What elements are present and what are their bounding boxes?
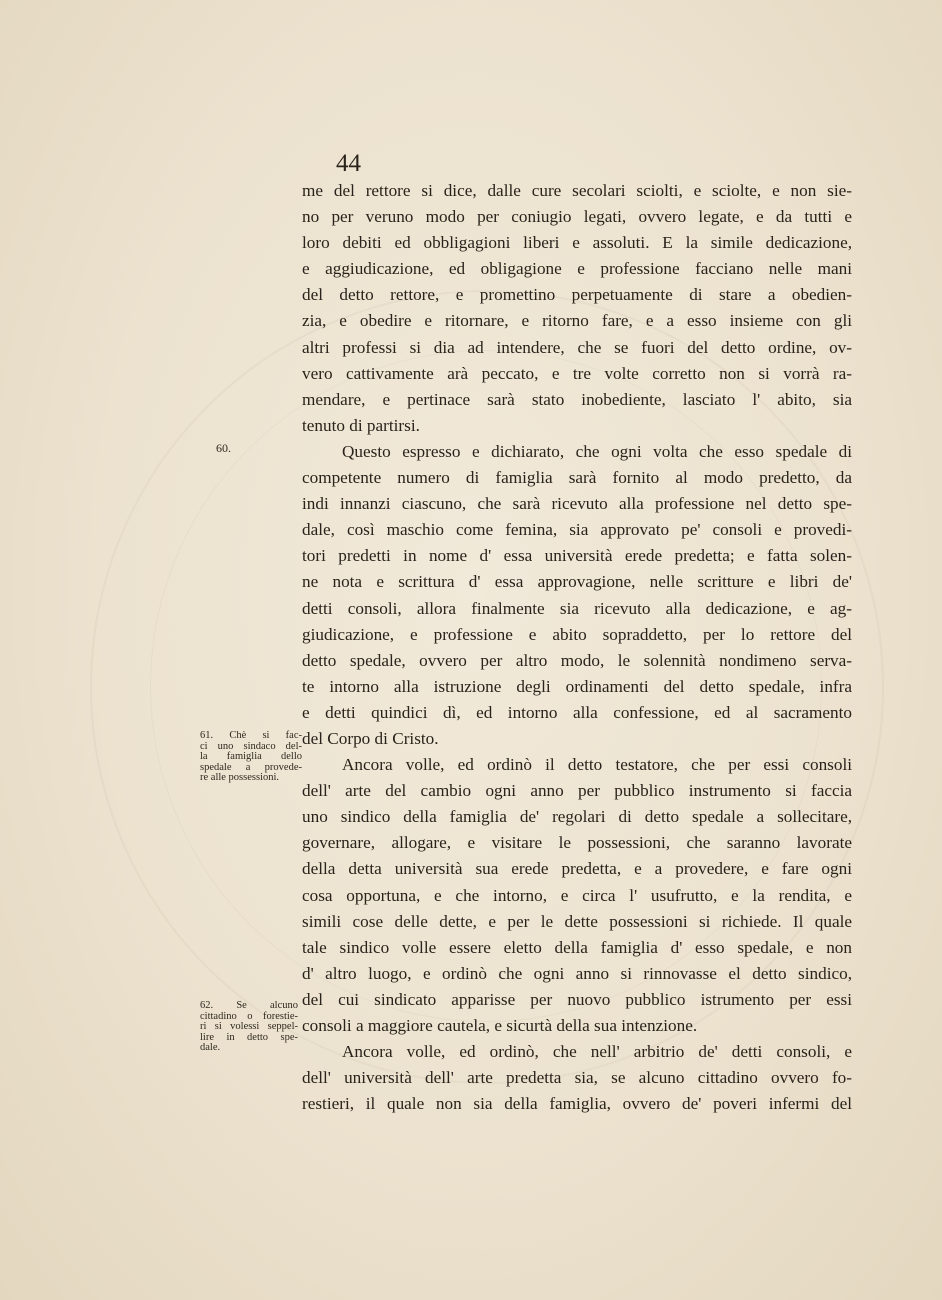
text-line: Questo espresso e dichiarato, che ogni volta che esso spedale di (342, 441, 852, 461)
text-line: del Corpo di Cristo. (302, 728, 439, 748)
text-line: tenuto di partirsi. (302, 415, 420, 435)
text-line: Ancora volle, ed ordinò, che nell' arbitrio de' detti consoli, e (342, 1042, 852, 1062)
text-line: vero cattivamente arà peccato, e tre volte corretto non si vorrà ra- (302, 363, 852, 383)
text-line: altri professi si dia ad intendere, che se fuori del detto ordine, ov- (302, 337, 852, 357)
text-line: uno sindico della famiglia de' regolari di detto spedale a sollecitare, (302, 807, 852, 827)
margin-note-61 (200, 731, 302, 784)
text-line: giudicazione, e professione e abito sopraddetto, per lo rettore del (302, 624, 852, 644)
text-line: restieri, il quale non sia della famiglia, ovvero de' poveri infermi del (302, 1094, 852, 1114)
margin-note-line: ci uno sindaco del- (200, 740, 302, 752)
text-line: d' altro luogo, e ordinò che ogni anno si rinnovasse el detto sindico, (302, 963, 852, 983)
margin-note-62 (200, 1001, 298, 1054)
text-line: no per veruno modo per coniugio legati, ovvero legate, e da tutti e (302, 207, 852, 227)
text-line: della detta università sua erede predetta, e a provedere, e fare ogni (302, 859, 852, 879)
text-line: me del rettore si dice, dalle cure secolari sciolti, e sciolte, e non sie- (302, 181, 852, 200)
text-line: governare, allogare, e visitare le possessioni, che saranno lavorate (302, 833, 852, 853)
margin-note-line: la famiglia dello (200, 751, 302, 763)
margin-note-line: 61. Chè si fac- (200, 730, 302, 741)
margin-note-line: lire in detto spe- (200, 1031, 298, 1043)
main-text-block (302, 178, 852, 1117)
text-line: detto spedale, ovvero per altro modo, le solennità nondimeno serva- (302, 650, 852, 670)
text-line: consoli a maggiore cautela, e sicurtà della sua intenzione. (302, 1016, 698, 1035)
text-line: detti consoli, allora finalmente sia ricevuto alla dedicazione, e ag- (302, 598, 852, 618)
page-number: 44 (336, 150, 361, 177)
text-line: mendare, e pertinace sarà stato inobediente, lasciato l' abito, sia (302, 389, 852, 409)
margin-note-line: re alle possessioni. (200, 772, 280, 784)
text-line: simili cose delle dette, e per le dette possessioni si richiede. Il quale (302, 911, 852, 931)
text-line: dale, così maschio come femina, sia approvato pe' consoli e provedi- (302, 520, 852, 540)
text-line: cosa opportuna, e che intorno, e circa l' usufrutto, e la rendita, e (302, 885, 852, 905)
text-line: del detto rettore, e promettino perpetuamente di stare a obedien- (302, 285, 852, 305)
margin-note-line: spedale a provede- (200, 761, 302, 773)
text-line: indi innanzi ciascuno, che sarà ricevuto alla professione nel detto spe- (302, 494, 852, 514)
text-line: tale sindico volle essere eletto della famiglia d' esso spedale, e non (302, 937, 852, 957)
text-line: loro debiti ed obbligagioni liberi e assoluti. E la simile dedicazione, (302, 233, 852, 253)
margin-note-line: dale. (200, 1042, 221, 1054)
margin-note-line: cittadino o forestie- (200, 1010, 298, 1022)
text-line: te intorno alla istruzione degli ordinamenti del detto spedale, infra (302, 676, 852, 696)
margin-note-line: 62. Se alcuno (200, 1000, 298, 1011)
text-line: competente numero di famiglia sarà fornito al modo predetto, da (302, 468, 852, 488)
text-line: Ancora volle, ed ordinò il detto testatore, che per essi consoli (342, 755, 852, 775)
margin-note-line: ri si volessi seppel- (200, 1021, 298, 1033)
text-line: dell' università dell' arte predetta sia, se alcuno cittadino ovvero fo- (302, 1068, 852, 1088)
text-line: tori predetti in nome d' essa università erede predetta; e fatta solen- (302, 546, 852, 566)
text-line: e detti quindici dì, ed intorno alla confessione, ed al sacramento (302, 702, 852, 722)
text-line: dell' arte del cambio ogni anno per pubblico instrumento si faccia (302, 781, 852, 801)
text-line: zia, e obedire e ritornare, e ritorno fare, e a esso insieme con gli (302, 311, 852, 331)
text-line: ne nota e scrittura d' essa approvagione, nelle scritture e libri de' (302, 572, 852, 592)
text-line: del cui sindicato apparisse per nuovo pubblico istrumento per essi (302, 989, 852, 1009)
text-line: e aggiudicazione, ed obligagione e professione facciano nelle mani (302, 259, 852, 279)
paragraph-number-60: 60. (216, 441, 231, 455)
